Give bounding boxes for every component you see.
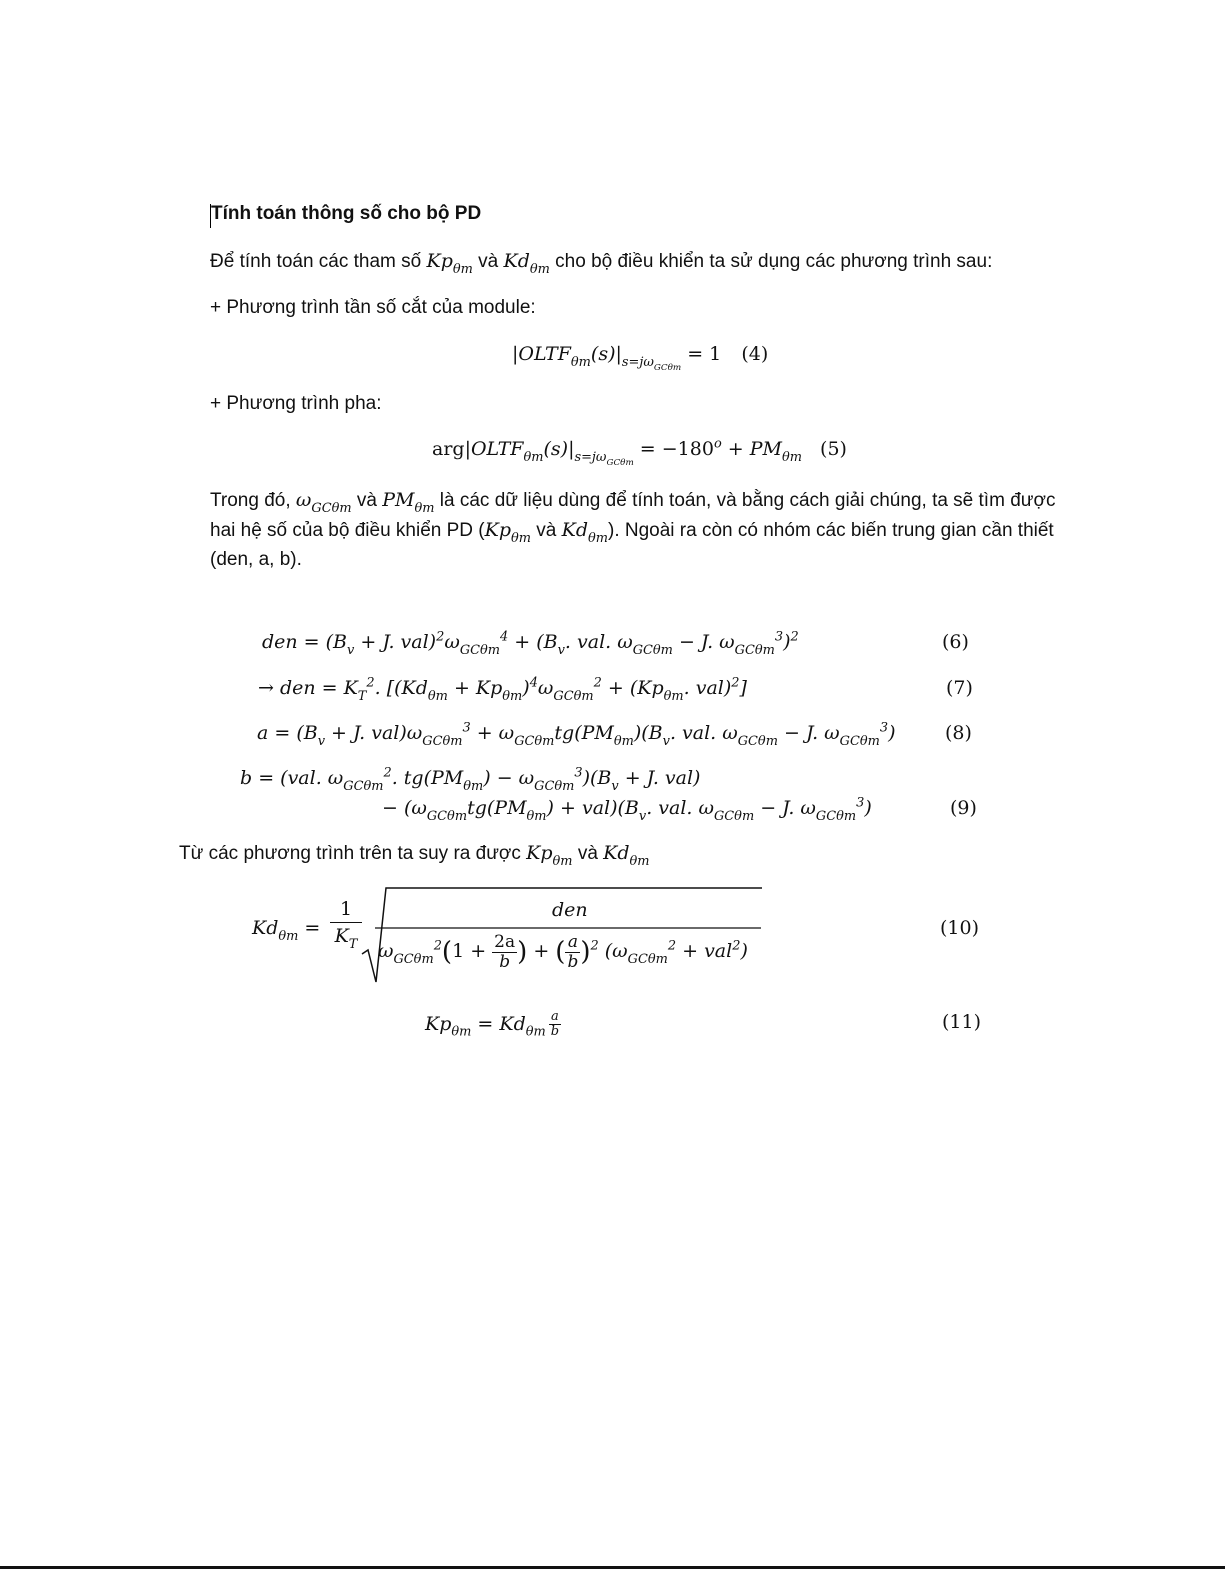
equation-10-denominator: $\omega_{GC\theta m}^2(1$ + $\frac{2a}{b}$ ) + ( $\frac{a}{b}$ )$^2$ $(\omega_{GC\theta m}^2 + val^2)$: [378, 932, 748, 972]
equation-number-8: (8): [945, 722, 972, 744]
equation-10-outer-fraction: 1 $K_T$: [330, 898, 362, 947]
page-bottom-border: [0, 1566, 1225, 1569]
equation-6: den = ($B_v + J$. $val)^2\omega_{GC\theta m}^4 + (B_v$. val. $\omega_{GC\theta m} - J$. $\omega_{GC\theta m}^3)^2$: [262, 629, 799, 658]
paragraph-definitions-line-1: Trong đó, $\omega_{GC\theta m}$ và $PM_{\theta m}$ là các dữ liệu dùng để tính toán, và bằng cách giải chúng, ta sẽ tìm được: [210, 489, 1056, 516]
equation-5: $arg|OLTF_{\theta m}(s)|_{s=j\omega_{GC\theta m}} = -180^o + PM_{\theta m}$ (5): [432, 436, 847, 468]
equation-11: $Kp_{\theta m} = Kd_{\theta m}$ $\frac{a}{b}$: [425, 1009, 560, 1040]
equation-4: $|OLTF_{\theta m}(s)|_{s=j\omega_{GC\theta m}} = 1$ (4): [512, 343, 769, 373]
bullet-phase-equation: + Phương trình pha:: [210, 393, 382, 414]
kp-symbol: $Kp_{\theta m}$: [426, 250, 473, 277]
intro-text-1: Để tính toán các tham số: [210, 251, 427, 272]
intro-paragraph: [210, 250, 993, 277]
section-heading: Tính toán thông số cho bộ PD: [211, 203, 482, 224]
equation-number-10: (10): [940, 917, 980, 939]
paragraph-definitions-line-3: (den, a, b).: [210, 549, 302, 570]
equation-9-line-1: b = (val. $\omega_{GC\theta m}^2$. $tg(PM_{\theta m}) - \omega_{GC\theta m}^3)(B_v + J$. val): [240, 765, 701, 794]
equation-number-7: (7): [946, 677, 973, 699]
equation-number-9: (9): [950, 797, 977, 819]
equation-number-5: (5): [820, 438, 847, 460]
equation-10-lhs: $Kd_{\theta m}$ =: [252, 917, 321, 944]
equation-9-line-2: − $(\omega_{GC\theta m}tg(PM_{\theta m}) + val)(B_v$. val. $\omega_{GC\theta m} - J$. $\omega_{GC\theta m}^3$): [382, 795, 872, 824]
kd-symbol: $Kd_{\theta m}$: [503, 250, 550, 277]
paragraph-definitions-line-2: hai hệ số của bộ điều khiển PD ($Kp_{\theta m}$ và $Kd_{\theta m}$). Ngoài ra còn có nhóm các biến trung gian cần thiết: [210, 519, 1054, 546]
equation-number-11: (11): [942, 1011, 982, 1033]
bullet-module-equation: + Phương trình tần số cắt của module:: [210, 297, 536, 318]
equation-7: → den = $K_T^2$. [$(Kd_{\theta m} + Kp_{\theta m})^4\omega_{GC\theta m}^2 + (Kp_{\theta m}$. val)$^2$]: [258, 675, 747, 704]
derive-paragraph: Từ các phương trình trên ta suy ra được $Kp_{\theta m}$ và $Kd_{\theta m}$: [179, 842, 650, 869]
intro-text-3: cho bộ điều khiển ta sử dụng các phương trình sau:: [549, 251, 993, 272]
equation-number-4: (4): [741, 343, 769, 365]
equation-number-6: (6): [942, 631, 969, 653]
equation-10-numerator: den: [552, 899, 588, 921]
intro-text-2: và: [472, 251, 504, 272]
equation-8: $a = (B_v + J$. $val)\omega_{GC\theta m}^3 + \omega_{GC\theta m}tg(PM_{\theta m})(B_v$. val. $\omega_{GC\theta m} - J$. $\omega_{GC\theta m}^3$): [257, 720, 896, 749]
